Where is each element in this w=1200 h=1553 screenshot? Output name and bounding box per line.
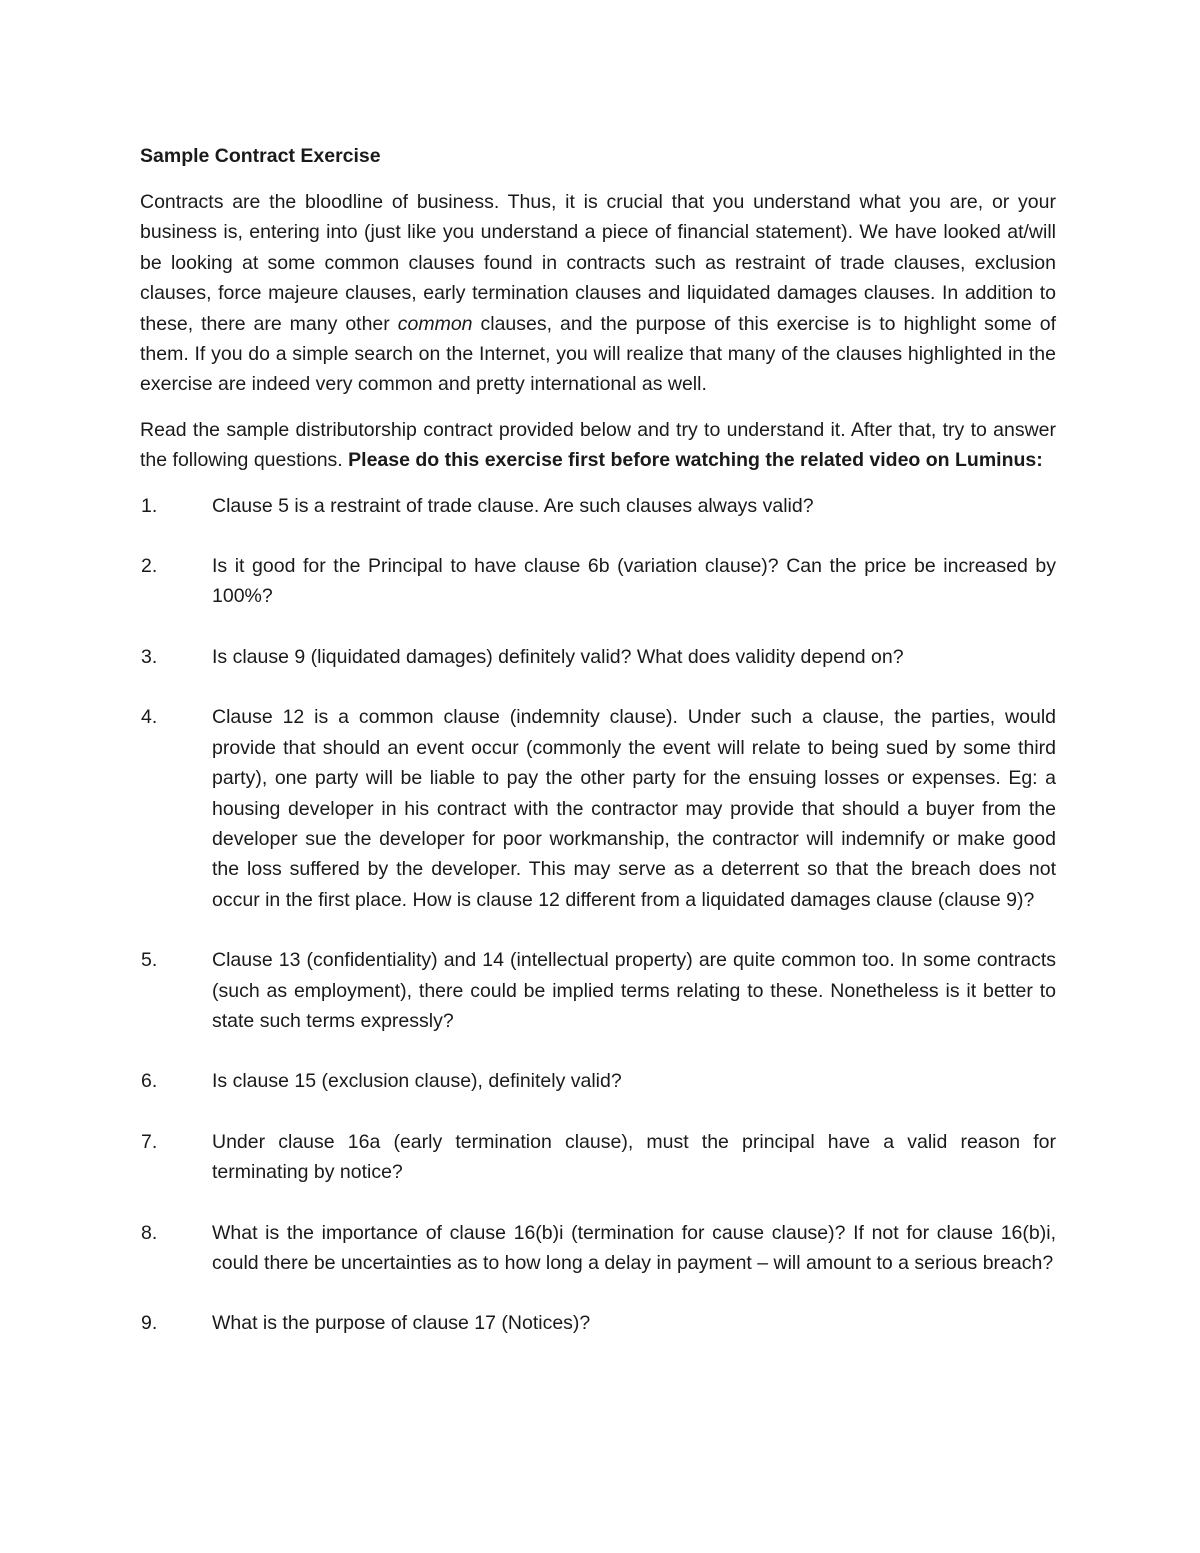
question-item-8: [140, 1218, 1056, 1279]
question-item-9: [140, 1308, 1056, 1338]
question-item-5: [140, 945, 1056, 1036]
question-number: 6.: [141, 1070, 158, 1093]
instructions-bold-text: Please do this exercise first before watching the related video on Luminus:: [348, 449, 1043, 472]
question-item-2: [140, 551, 1056, 612]
document-page: [140, 143, 1056, 1369]
question-item-7: [140, 1127, 1056, 1188]
instructions-paragraph: [140, 415, 1056, 476]
question-number: 5.: [141, 949, 158, 972]
question-text: What is the importance of clause 16(b)i (termination for cause clause)? If not for clause 16(b)i, could there be uncertainties as to how long a delay in payment – will amount to a serious breach?: [212, 1221, 1056, 1274]
question-list: [140, 491, 1056, 1339]
question-text: Is clause 15 (exclusion clause), definitely valid?: [212, 1070, 622, 1093]
question-item-6: [140, 1066, 1056, 1096]
intro-paragraph: [140, 187, 1056, 400]
question-number: 3.: [141, 645, 158, 668]
question-item-3: [140, 642, 1056, 672]
question-number: 8.: [141, 1221, 158, 1244]
question-text: Is clause 9 (liquidated damages) definitely valid? What does validity depend on?: [212, 645, 904, 668]
document-title: Sample Contract Exercise: [140, 145, 381, 167]
question-text: Under clause 16a (early termination clause), must the principal have a valid reason for terminating by notice?: [212, 1130, 1056, 1184]
question-number: 1.: [141, 494, 158, 517]
question-number: 4.: [141, 706, 158, 729]
intro-text-part1: Contracts are the bloodline of business. Thus, it is crucial that you understand what you are, or your business is, entering into (just like you understand a piece of financial statement). We have looked at/will be looking at some common clauses found in contracts such as restraint of trade clauses, exclusion clauses, force majeure clauses, early termination clauses and liquidated damages clauses. In addition to these, there are many other: [140, 191, 1056, 335]
question-number: 7.: [141, 1130, 158, 1153]
question-number: 9.: [141, 1312, 158, 1335]
question-number: 2.: [141, 555, 158, 578]
question-text: Clause 12 is a common clause (indemnity clause). Under such a clause, the parties, would provide that should an event occur (commonly the event will relate to being sued by some third party), one party will be liable to pay the other party for the ensuing losses or expenses. Eg: a housing developer in his contract with the contractor may provide that should a buyer from the developer sue the developer for poor workmanship, the contractor will indemnify or make good the loss suffered by the developer. This may serve as a deterrent so that the breach does not occur in the first place. How is clause 12 different from a liquidated damages clause (clause 9)?: [212, 706, 1056, 911]
question-item-4: [140, 702, 1056, 915]
question-text: What is the purpose of clause 17 (Notices)?: [212, 1312, 591, 1335]
question-text: Is it good for the Principal to have clause 6b (variation clause)? Can the price be increased by 100%?: [212, 555, 1056, 608]
instructions-text: Read the sample distributorship contract provided below and try to understand it. After that, try to answer the following questions.: [140, 418, 1056, 472]
question-text: Clause 13 (confidentiality) and 14 (intellectual property) are quite common too. In some contracts (such as employment), there could be implied terms relating to these. Nonetheless is it better to state such terms expressly?: [212, 949, 1056, 1032]
question-item-1: [140, 491, 1056, 521]
question-text: Clause 5 is a restraint of trade clause. Are such clauses always valid?: [212, 494, 814, 517]
intro-text-part2: clauses, and the purpose of this exercise is to highlight some of them. If you do a simple search on the Internet, you will realize that many of the clauses highlighted in the exercise are indeed very common and pretty international as well.: [140, 312, 1057, 396]
intro-italic-word: common: [397, 312, 473, 335]
